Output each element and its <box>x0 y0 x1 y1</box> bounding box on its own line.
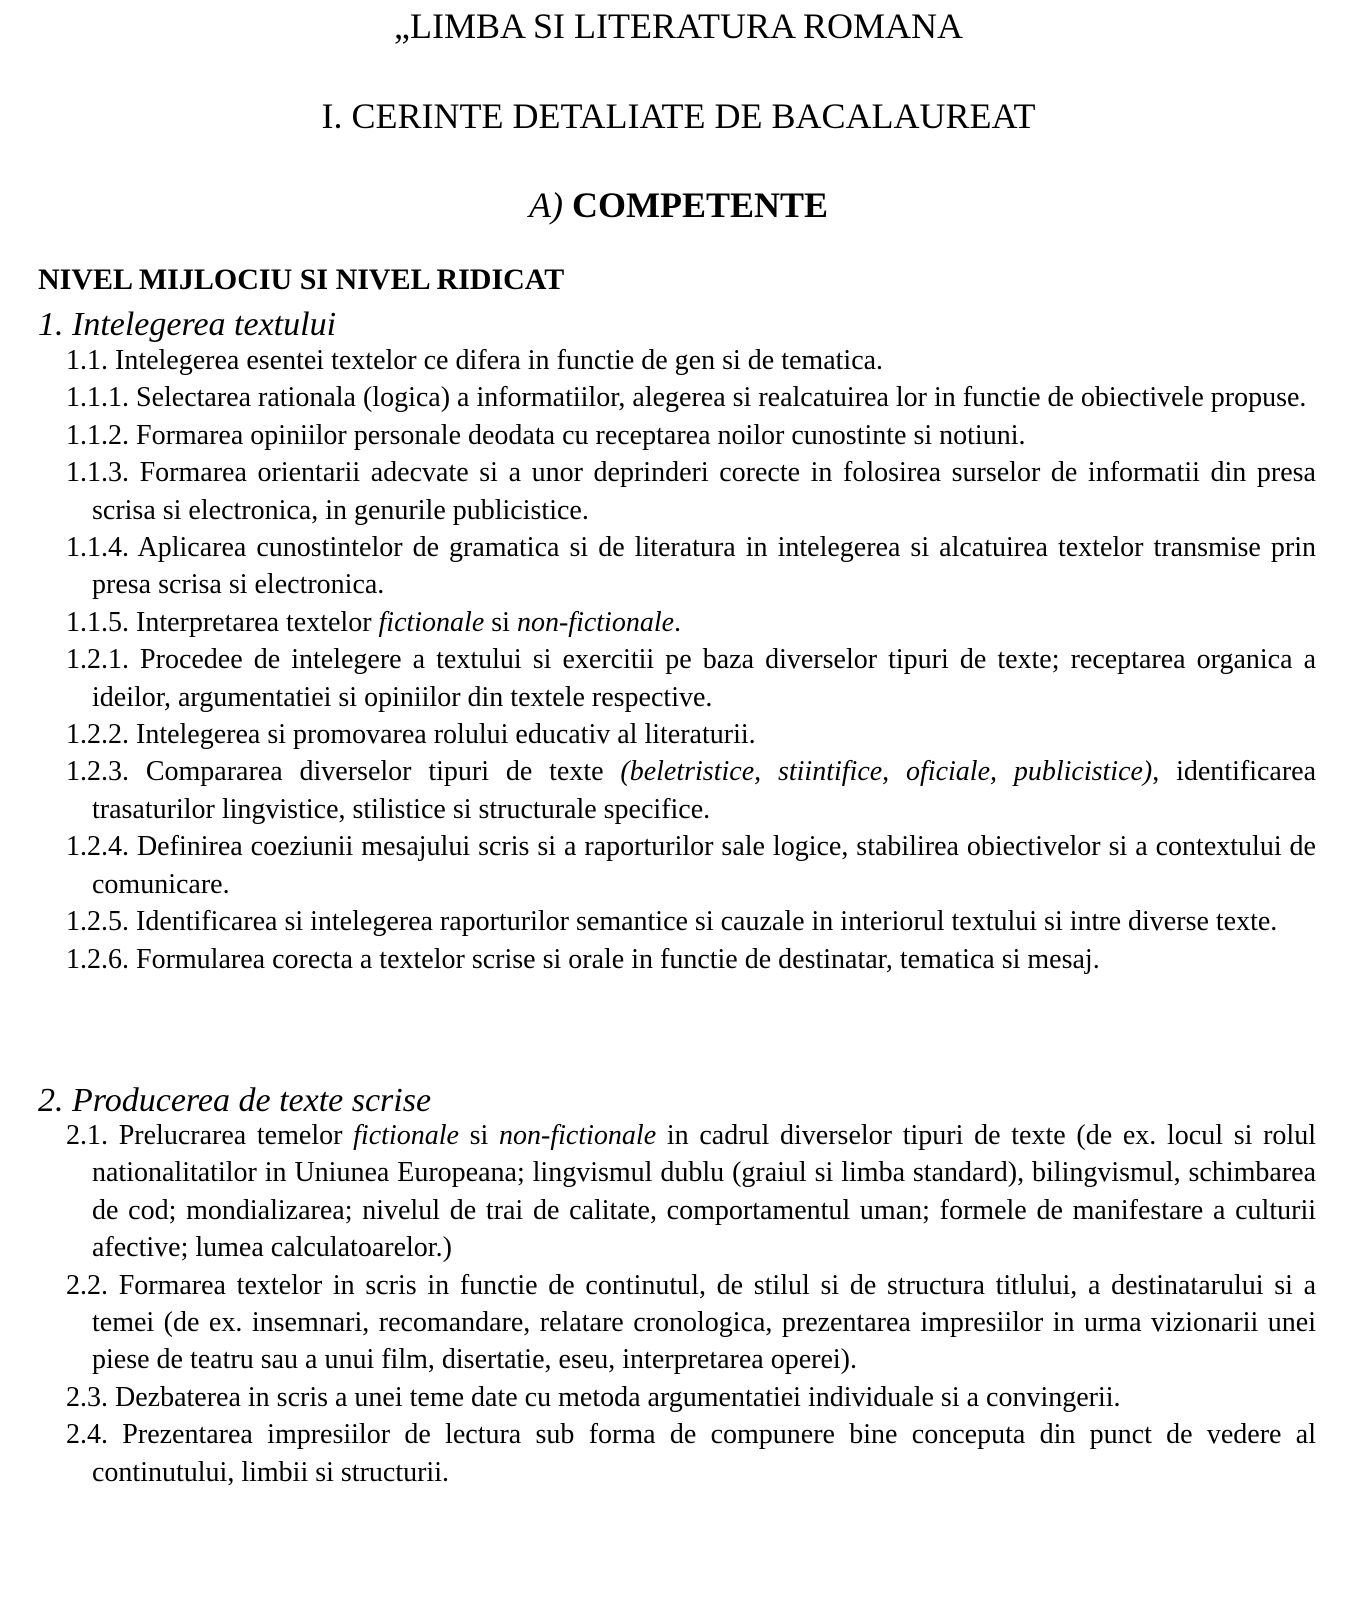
document-title: „LIMBA SI LITERATURA ROMANA <box>393 6 963 46</box>
item-emphasis: non-fictionale <box>516 606 675 638</box>
list-item: 1.2.5. Identificarea si intelegerea raporturilor semantice si cauzale in interiorul textului si intre diverse texte. <box>66 906 1278 938</box>
list-item <box>66 604 1316 641</box>
section-2-items <box>66 1117 1316 1491</box>
subchapter-title: COMPETENTE <box>562 185 828 225</box>
list-item: 1.2.2. Intelegerea si promovarea rolului educativ al literaturii. <box>66 719 756 751</box>
list-item: 1.1.4. Aplicarea cunostintelor de gramatica si de literatura in intelegerea si alcatuirea textelor transmise prin presa scrisa si electronica. <box>66 532 1316 601</box>
list-item: 1.1.3. Formarea orientarii adecvate si a unor deprinderi corecte in folosirea surselor de informatii din presa scrisa si electronica, in genurile publicistice. <box>66 457 1316 526</box>
item-emphasis: fictionale <box>353 1120 459 1151</box>
item-emphasis: (beletristice, stiintifice, oficiale, publicistice) <box>620 756 1153 788</box>
subchapter-heading <box>0 185 1357 225</box>
list-item: 1.2.6. Formularea corecta a textelor scrise si orale in functie de destinatar, tematica si mesaj. <box>66 943 1100 975</box>
subchapter-prefix: A) <box>528 185 563 225</box>
item-text: , identificarea trasaturilor lingvistice, stilistice si structurale specifice. <box>92 756 1317 825</box>
chapter-heading: I. CERINTE DETALIATE DE BACALAUREAT <box>321 96 1036 136</box>
list-item <box>66 753 1316 828</box>
item-text: 2.1. Prelucrarea temelor <box>66 1120 354 1151</box>
item-emphasis: fictionale <box>378 606 485 638</box>
section-heading-2: 2. Producerea de texte scrise <box>38 1082 432 1119</box>
section-1-items <box>66 342 1316 978</box>
list-item: 1.2.1. Procedee de intelegere a textului si exercitii pe baza diverselor tipuri de texte; receptarea organica a ideilor, argumentatiei si opiniilor din textele respective. <box>66 644 1316 713</box>
list-item: 1.1.2. Formarea opiniilor personale deodata cu receptarea noilor cunostinte si notiuni. <box>66 419 1026 451</box>
list-item <box>66 1117 1316 1267</box>
item-emphasis: non-fictionale <box>499 1120 657 1151</box>
section-heading-1: 1. Intelegerea textului <box>38 306 337 343</box>
list-item: 1.1. Intelegerea esentei textelor ce difera in functie de gen si de tematica. <box>66 345 884 376</box>
item-text: 1.1.5. Interpretarea textelor <box>66 606 379 638</box>
list-item: 2.2. Formarea textelor in scris in functie de continutul, de stilul si de structura titlului, a destinatarului si a temei (de ex. insemnari, recomandare, relatare cronologica, prezentarea impresiilor in urma vizionarii unei piese de teatru sau a unui film, disertatie, eseu, interpretarea operei). <box>66 1269 1316 1376</box>
item-text: 1.2.3. Compararea diverselor tipuri de texte <box>66 756 621 788</box>
item-text: si <box>484 606 517 638</box>
list-item: 1.2.4. Definirea coeziunii mesajului scris si a raporturilor sale logice, stabilirea obiectivelor si a contextului de comunicare. <box>66 831 1316 900</box>
item-text: si <box>458 1120 500 1151</box>
list-item: 2.3. Dezbaterea in scris a unei teme date cu metoda argumentatiei individuale si a convingerii. <box>66 1381 1121 1413</box>
item-text: . <box>674 606 682 638</box>
list-item: 2.4. Prezentarea impresiilor de lectura sub forma de compunere bine conceputa din punct de vedere al continutului, limbii si structurii. <box>66 1419 1316 1488</box>
list-item: 1.1.1. Selectarea rationala (logica) a informatiilor, alegerea si realcatuirea lor in functie de obiectivele propuse. <box>66 382 1307 414</box>
item-text: in cadrul diverselor tipuri de texte (de ex. locul si rolul nationalitatilor in Uniunea Europeana; lingvismul dublu (graiul si limba standard), bilingvismul, schimbarea de cod; mondializarea; nivelul de trai de calitate, comportamentul uman; formele de manifestare a culturii afective; lumea calculatoarelor.) <box>92 1120 1316 1264</box>
level-heading: NIVEL MIJLOCIU SI NIVEL RIDICAT <box>38 263 565 296</box>
